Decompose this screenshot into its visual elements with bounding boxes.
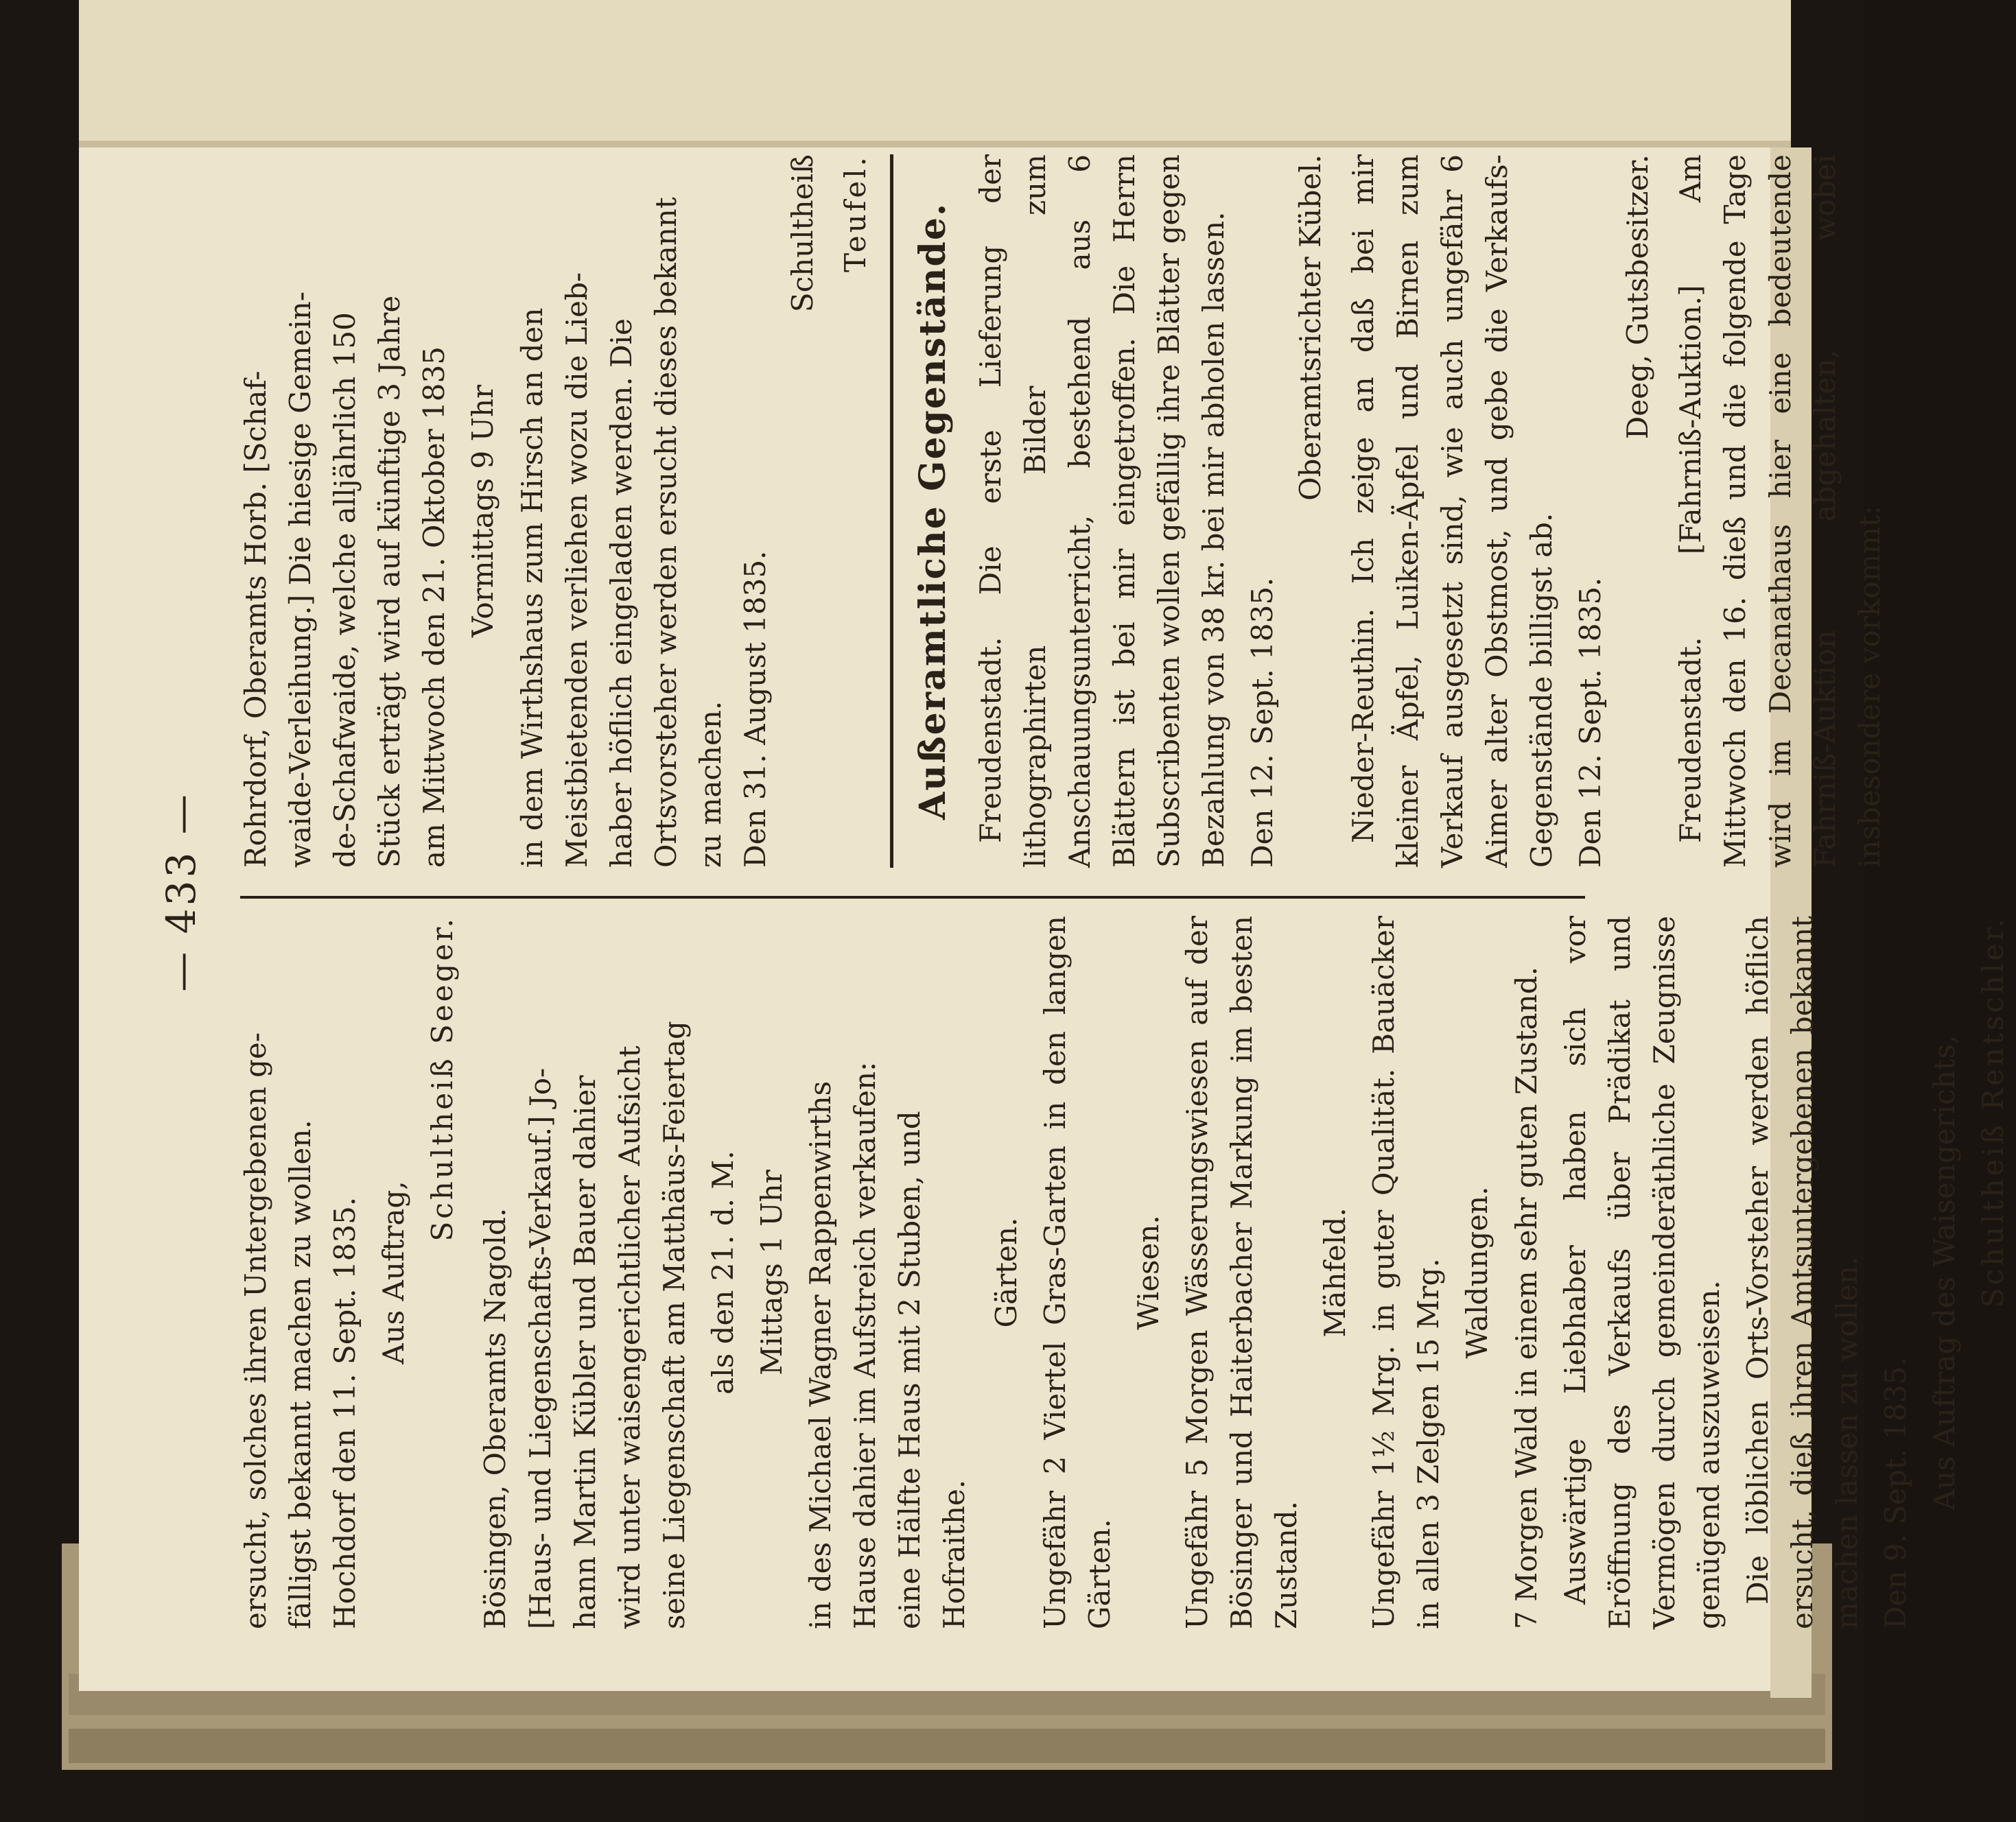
signature: Schultheiß Seeger. [425, 916, 460, 1242]
text-line: de-Schafwaide, welche alljährlich 150 [328, 312, 362, 868]
section-rule [890, 154, 893, 868]
text-line: ersucht, solches ihren Untergebenen ge- [239, 1032, 272, 1629]
date-line: Den 12. Sept. 1835. [1573, 577, 1608, 868]
signature-title: Schultheiß [786, 154, 820, 313]
paragraph: Nieder-Reuthin. Ich zeige an daß bei mir kleiner Äpfel, Luiken-Äpfel und Birnen zum Verkauf ausgesetzt sind, wie auch ungefähr 6 Aimer alter Obstmost, und gebe die Verkaufs-Gegenstände billigst ab. [1346, 154, 1559, 868]
column-divider [240, 896, 1585, 899]
paragraph: Auswärtige Liebhaber haben sich vor Eröffnung des Verkaufs über Prädikat und Vermögen durch gemeinderäthliche Zeugnisse genügend auszuweisen. [1558, 916, 1726, 1629]
subheading-waldungen: Waldungen. [1460, 1186, 1495, 1359]
page-content [130, 154, 2011, 1691]
paragraph: Die löblichen Orts-Vorsteher werden höflich ersucht, dieß ihren Amtsuntergebenen bekannt machen lassen zu wollen. [1741, 916, 1864, 1629]
date-line: Den 9. Sept. 1835. [1879, 1357, 1913, 1629]
text-line: Ortsvorsteher werden ersucht dieses bekannt [648, 197, 683, 868]
subheading-maehfeld: Mähfeld. [1318, 1207, 1352, 1338]
item-wiesen: Ungefähr 5 Morgen Wässerungswiesen auf der Bösinger und Haiterbacher Markung im besten Zustand. [1180, 916, 1304, 1629]
notice-rohrdorf [233, 154, 878, 868]
text-line: fälligst bekannt machen zu wollen. [283, 1120, 318, 1629]
text-line: wird unter waisengerichtlicher Aufsicht [612, 1045, 646, 1629]
notice-boesingen [473, 916, 976, 1629]
paragraph: Freudenstadt. [Fahrniß-Auktion.] Am Mittwoch den 16. dieß und die folgende Tage wird im Decanathaus hier eine bedeutende Fahrniß-Auktion abgehalten, wobei insbesondere vorkommt: [1674, 154, 1886, 868]
item-maehfeld: Ungefähr 1½ Mrg. in guter Qualität. Bauäcker in allen 3 Zelgen 15 Mrg. [1367, 916, 1446, 1629]
auftrag-line: Aus Auftrag des Waisengerichts, [1927, 1034, 1962, 1511]
text-line: in des Michael Wagner Rappenwirths [804, 1080, 838, 1629]
subheading-wiesen: Wiesen. [1131, 1215, 1165, 1330]
page-number: — 433 — [158, 792, 204, 992]
item-gaerten: Ungefähr 2 Viertel Gras-Garten in den langen Gärten. [1038, 916, 1116, 1629]
page-text-area [130, 134, 2011, 1650]
text-line: [Haus- und Liegenschafts-Verkauf.] Jo- [523, 1067, 557, 1629]
text-line: zu machen. [693, 700, 727, 868]
notice-opening: Rohrdorf, Oberamts Horb. [Schaf- [239, 370, 272, 868]
text-line: Hofraithe. [937, 1479, 972, 1629]
text-line: in dem Wirthshaus zum Hirsch an den [515, 307, 549, 868]
time-line: Mittags 1 Uhr [755, 1170, 789, 1375]
notice-freudenstadt-bilder [968, 154, 1333, 868]
notice-freudenstadt-auktion [1668, 154, 1891, 868]
notice-hochdorf [233, 916, 465, 1629]
date-line: Den 12. Sept. 1835. [1245, 577, 1280, 868]
notice-opening: Bösingen, Oberamts Nagold. [478, 1207, 513, 1629]
text-line: waide-Verleihung.] Die hiesige Gemein- [283, 291, 318, 868]
auftrag-line: Aus Auftrag, [377, 1181, 411, 1364]
section-heading: Außeramtliche Gegenstände. [912, 202, 954, 820]
signature-name: Teufel. [839, 154, 873, 272]
signature: Oberamtsrichter Kübel. [1293, 154, 1327, 501]
left-column [233, 916, 2011, 1629]
text-line: Meistbietenden verliehen wozu die Lieb- [559, 272, 594, 868]
text-line: Stück erträgt wird auf künftige 3 Jahre [373, 295, 407, 868]
notice-boesingen-conditions [1553, 916, 2016, 1629]
text-line: Hause dahier im Aufstreich verkaufen: [848, 1061, 882, 1629]
notice-nieder-reuthin [1341, 154, 1661, 868]
signature: Schultheiß Rentschler. [1976, 916, 2011, 1308]
text-line: Hochdorf den 11. Sept. 1835. [328, 1196, 362, 1629]
text-line: am Mittwoch den 21. Oktober 1835 [417, 346, 452, 868]
right-column [233, 154, 1886, 868]
time-line: Vormittags 9 Uhr [466, 384, 500, 638]
subheading-gaerten: Gärten. [989, 1217, 1023, 1328]
text-line: seine Liegenschaft am Matthäus-Feiertag [657, 1021, 691, 1629]
text-line: als den 21. d. M. [705, 1150, 740, 1395]
signature: Deeg, Gutsbesitzer. [1621, 154, 1655, 440]
previous-page-strip [79, 0, 1791, 147]
item-waldungen: 7 Morgen Wald in einem sehr guten Zustand. [1509, 967, 1543, 1629]
date-line: Den 31. August 1835. [738, 550, 773, 868]
text-line: hann Martin Kübler und Bauer dahier [567, 1075, 602, 1629]
paragraph: Freudenstadt. Die erste Lieferung der lithographirten Bilder zum Anschauungsunterricht, bestehend aus 6 Blättern ist bei mir eingetroffen. Die Herrn Subscribenten wollen gefällig ihre Blätter gegen Bezahlung von 38 kr. bei mir abholen lassen. [973, 154, 1231, 868]
text-line: haber höflich eingeladen werden. Die [604, 318, 638, 868]
text-line: eine Hälfte Haus mit 2 Stuben, und [893, 1111, 927, 1629]
